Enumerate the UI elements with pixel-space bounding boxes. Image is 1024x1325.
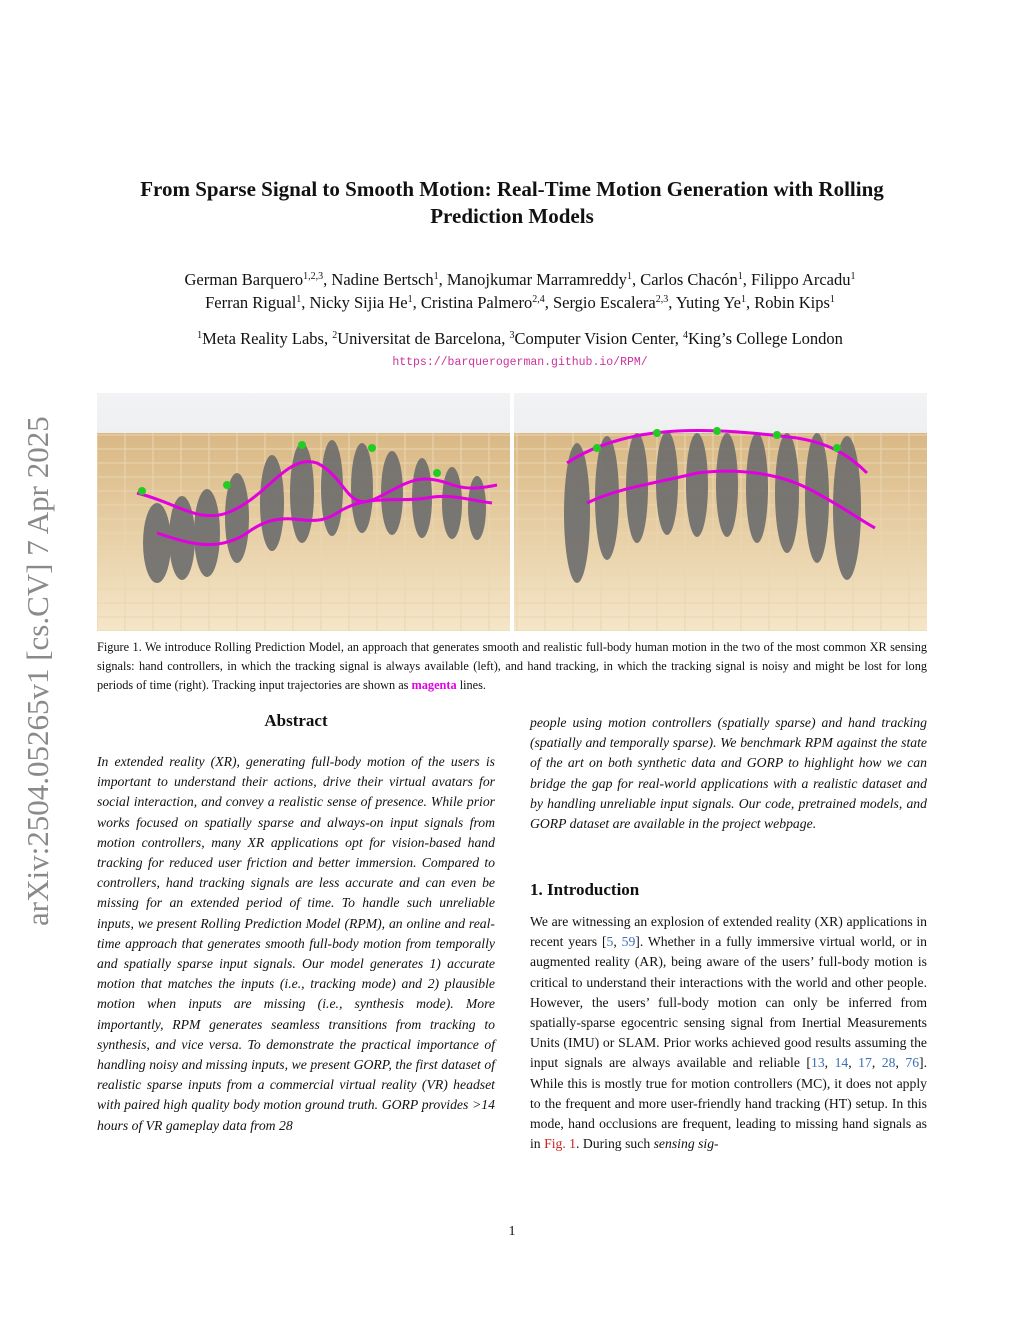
- citation-link[interactable]: 28: [881, 1055, 896, 1071]
- author-list: German Barquero$^{1,2,3}$, Nadine Bertsch$^1$, Manojkumar Marramreddy$^1$, Carlos Chacón$^1$, Filippo Arcadu$^1$ Ferran Rigual$^1$, Nicky Sijia He$^1$, Cristina Palmero$^{2,4}$, Sergio Escalera$^{2,3}$, Yuting Ye$^1$, Robin Kips$^1$: [184, 270, 856, 312]
- citation-link[interactable]: 5: [606, 934, 614, 950]
- author: Manojkumar Marramreddy$^1$: [446, 270, 632, 289]
- figure-reference-link[interactable]: Fig. 1: [544, 1136, 577, 1152]
- citation-link[interactable]: 76: [905, 1055, 920, 1071]
- introduction-heading: 1. Introduction: [530, 880, 640, 899]
- author: Robin Kips$^1$: [754, 293, 835, 312]
- figure-caption: Figure 1. We introduce Rolling Prediction Model, an approach that generates smooth and realistic full-body human motion in the two of the most common XR sensing signals: hand controllers, in which the tracking signal is always available (left), and hand tracking, in which the tracking signal is noisy and might be lost for long periods of time (right). Tracking input trajectories are shown as magenta lines.: [97, 640, 927, 692]
- author: German Barquero$^{1,2,3}$: [184, 270, 324, 289]
- abstract-heading: Abstract: [264, 711, 328, 730]
- magenta-highlight: magenta: [411, 678, 457, 692]
- author: Ferran Rigual$^1$: [205, 293, 302, 312]
- citation-link[interactable]: 17: [858, 1055, 872, 1071]
- author: Nadine Bertsch$^1$: [331, 270, 439, 289]
- author: Yuting Ye$^1$: [675, 293, 746, 312]
- affiliation: $^3$Computer Vision Center: [509, 329, 675, 348]
- author: Cristina Palmero$^{2,4}$: [420, 293, 545, 312]
- affiliation: $^1$Meta Reality Labs: [197, 329, 324, 348]
- citation-link[interactable]: 13: [810, 1055, 825, 1071]
- citation-link[interactable]: 59: [621, 934, 636, 950]
- author: Carlos Chacón$^1$: [640, 270, 743, 289]
- author: Sergio Escalera$^{2,3}$: [552, 293, 669, 312]
- paper-title: From Sparse Signal to Smooth Motion: Real-Time Motion Generation with Rolling Prediction Models: [140, 177, 884, 228]
- introduction-body: We are witnessing an explosion of extended reality (XR) applications in recent years [5, 59]. Whether in a fully immersive virtual world, or in augmented reality (AR), being aware of the users’ full-body motion is critical to understand their interactions with the world and other people. However, the users’ full-body motion can only be inferred from spatially-sparse egocentric sensing signal from Inertial Measurements Units (IMU) or SLAM. Prior works achieved good results assuming the input signals are always available and reliable [13, 14, 17, 28, 76]. While this is mostly true for motion controllers (MC), it does not apply to the frequent and more user-friendly hand tracking (HT) setup. In this mode, hand occlusions are frequent, leading to missing hand signals as in Fig. 1. During such sensing sig-: [530, 914, 928, 1152]
- page-number: 1: [508, 1224, 516, 1239]
- affiliation: $^2$Universitat de Barcelona: [332, 329, 502, 348]
- figure-1-image: [97, 393, 927, 631]
- project-url-link[interactable]: https://barquerogerman.github.io/RPM/: [392, 356, 648, 369]
- citation-link[interactable]: 14: [834, 1055, 849, 1071]
- author: Filippo Arcadu$^1$: [751, 270, 856, 289]
- affiliation-list: $^1$Meta Reality Labs, $^2$Universitat de Barcelona, $^3$Computer Vision Center, $^4$King’s College London: [197, 329, 843, 348]
- abstract-continuation: people using motion controllers (spatially sparse) and hand tracking (spatially and temporally sparse). We benchmark RPM against the state of the art on both synthetic data and GORP to highlight how we can bridge the gap for real-world applications with a realistic dataset and by handling unreliable input signals. Our code, pretrained models, and GORP dataset are available in the project webpage.: [530, 715, 927, 832]
- figure-right-panel: [514, 393, 927, 631]
- abstract-body: In extended reality (XR), generating full-body motion of the users is important to understand their actions, drive their virtual avatars for social interaction, and convey a realistic sense of presence. While prior works focused on spatially sparse and always-on input signals from motion controllers, many XR applications opt for vision-based hand tracking for reduced user friction and better immersion. Compared to controllers, hand tracking signals are less accurate and can even be missing for an extended period of time. To handle such unreliable inputs, we present Rolling Prediction Model (RPM), an online and real-time approach that generates smooth full-body motion from temporally and spatially sparse input signals. Our model generates 1) accurate motion that matches the inputs (i.e., tracking mode) and 2) plausible motion when inputs are missing (i.e., synthesis mode). More importantly, RPM generates seamless transitions from tracking to synthesis, and vice versa. To demonstrate the practical importance of handling noisy and missing inputs, we present GORP, the first dataset of realistic sparse inputs from a commercial virtual reality (VR) headset with paired high quality body motion ground truth. GORP provides >14 hours of VR gameplay data from 28: [97, 754, 495, 1133]
- arxiv-stamp: [4, 364, 60, 926]
- figure-left-panel: [97, 393, 510, 631]
- author: Nicky Sijia He$^1$: [309, 293, 413, 312]
- arxiv-stamp-text: arXiv:2504.05265v1 [cs.CV] 7 Apr 2025: [20, 416, 55, 926]
- affiliation: $^4$King’s College London: [683, 329, 843, 348]
